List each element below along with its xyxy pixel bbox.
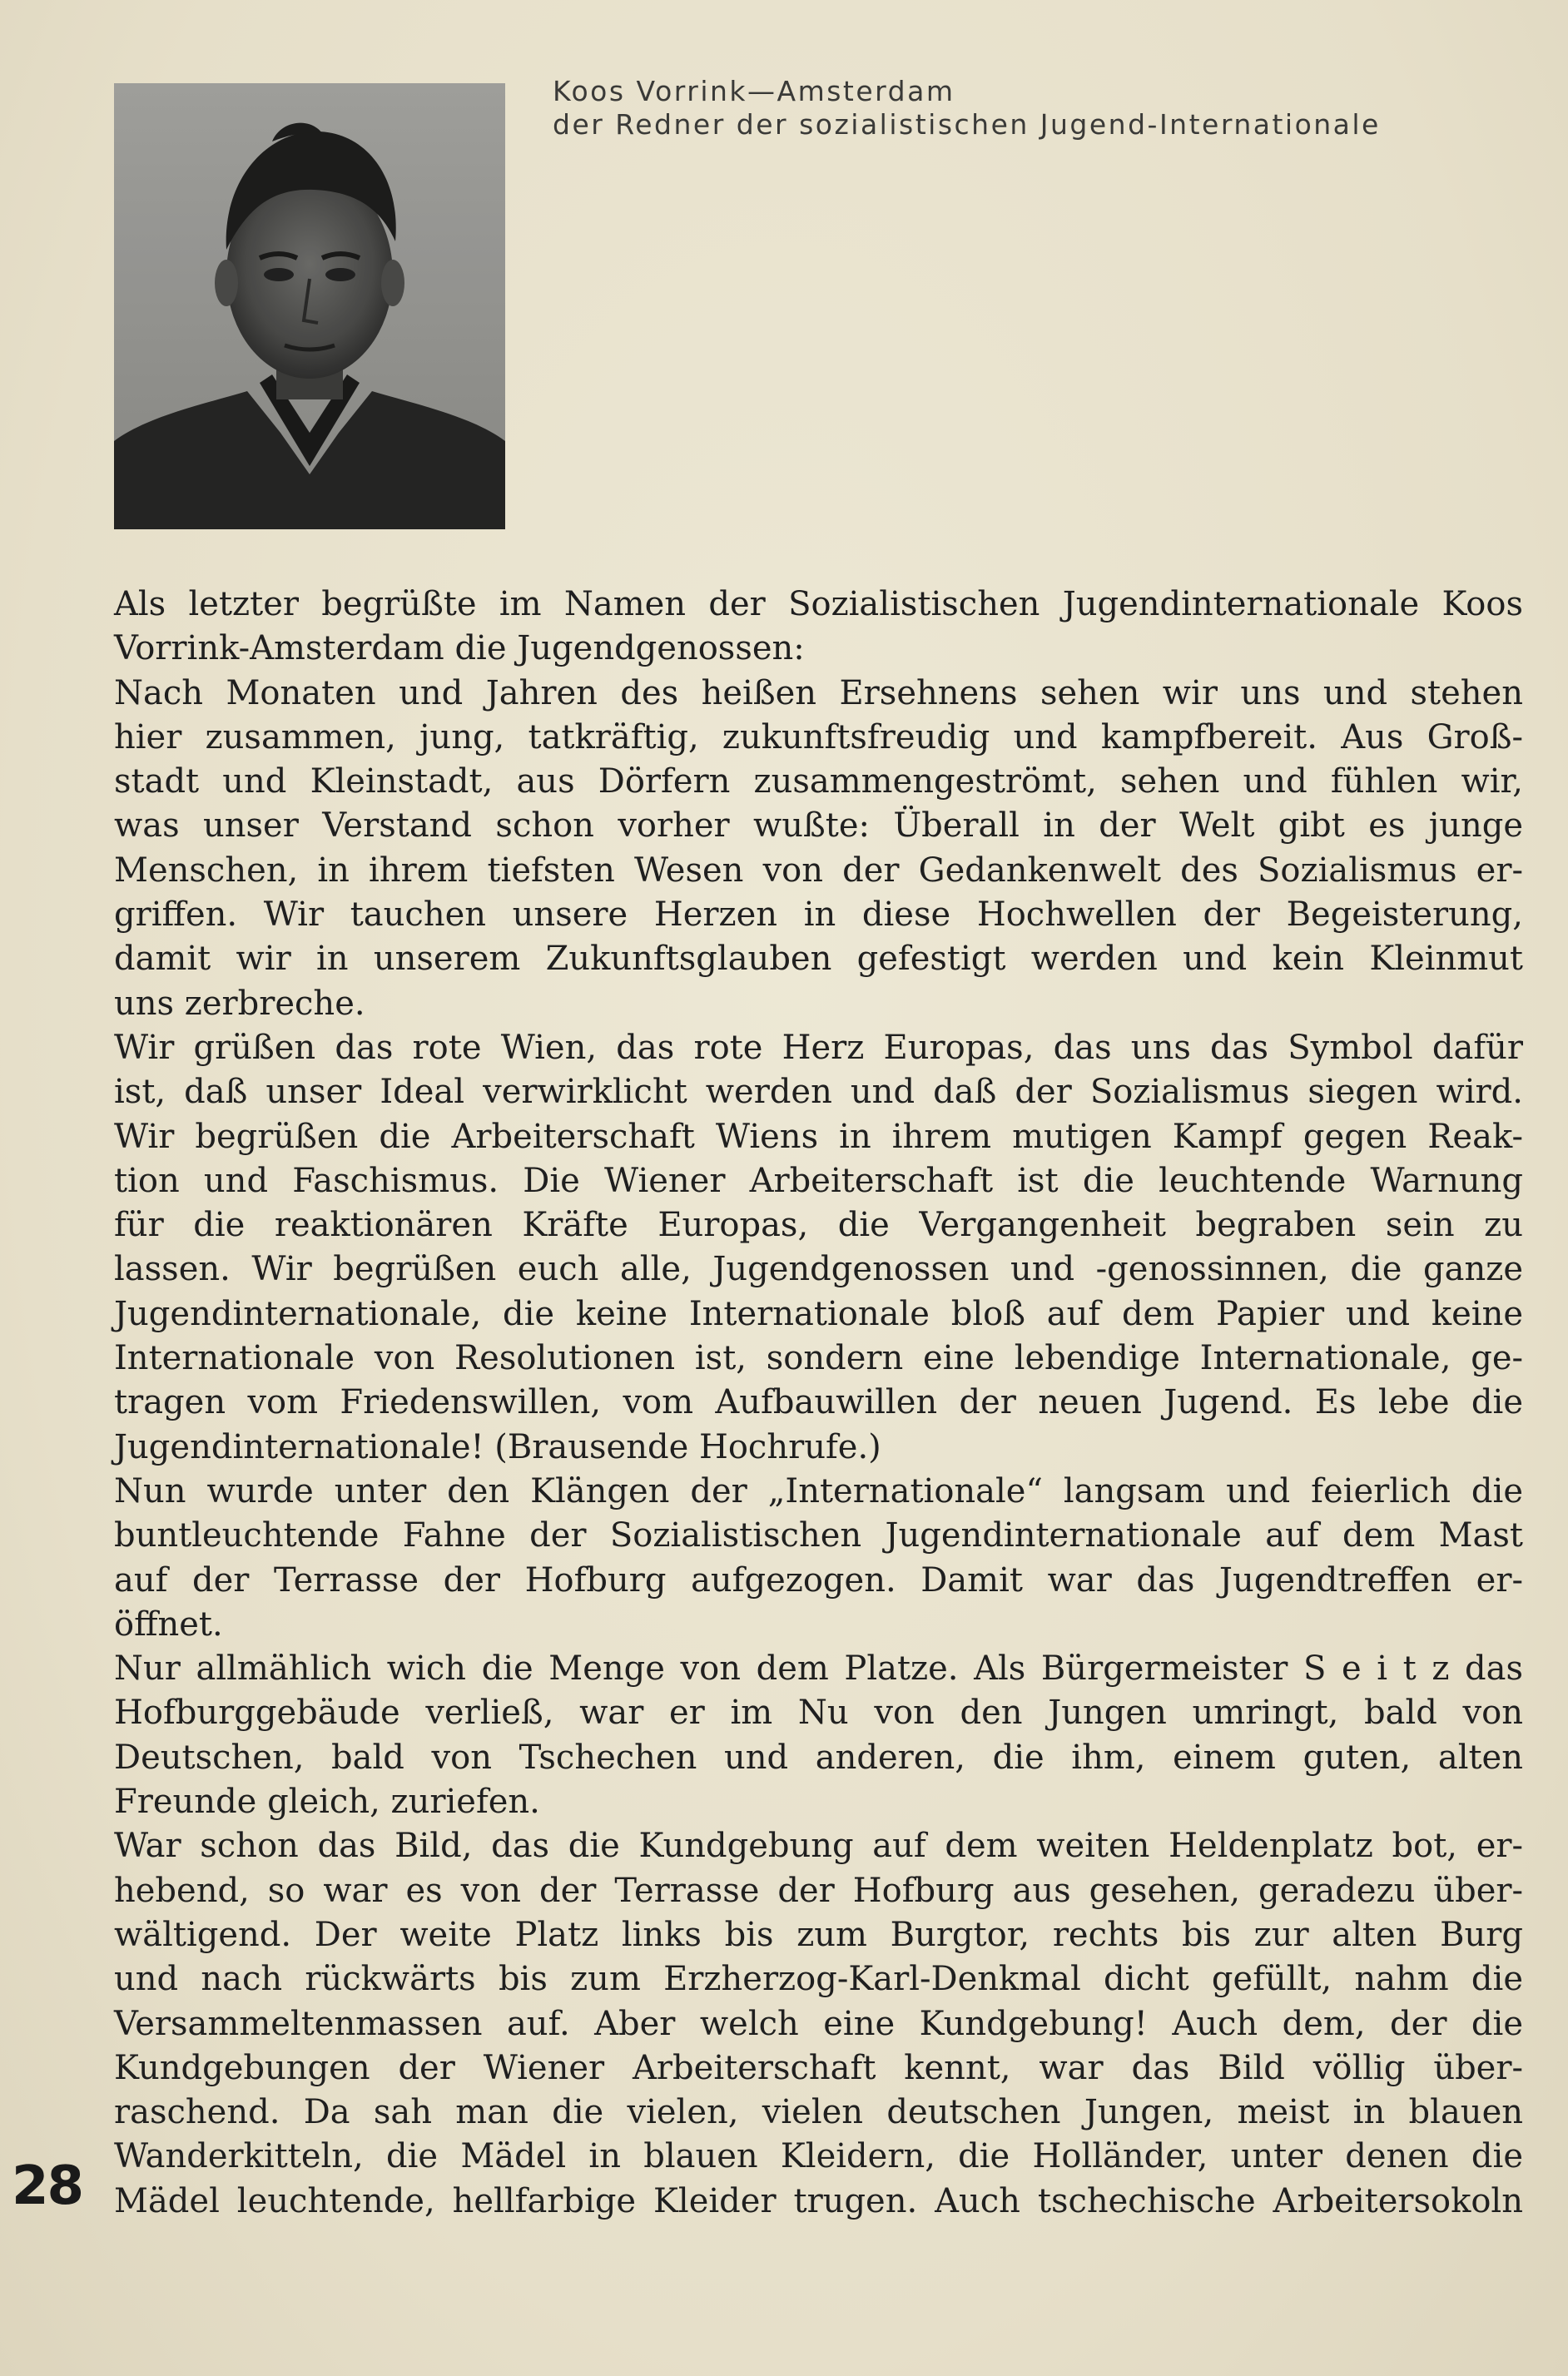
text-line: raschend. Da sah man die vielen, vielen deutschen Jungen, meist in blauen <box>114 2093 1523 2132</box>
text-line: Nun wurde unter den Klängen der „Internationale“ langsam und feierlich die <box>114 1471 1523 1510</box>
text-line: tragen vom Friedenswillen, vom Aufbauwillen der neuen Jugend. Es lebe die <box>114 1383 1523 1422</box>
text-line: buntleuchtende Fahne der Sozialistischen Jugendinternationale auf dem Mast <box>114 1516 1523 1555</box>
text-line: griffen. Wir tauchen unsere Herzen in diese Hochwellen der Begeisterung, <box>114 895 1523 935</box>
caption-line-name: Koos Vorrink—Amsterdam <box>553 75 955 107</box>
text-line: Wir begrüßen die Arbeiterschaft Wiens in ihrem mutigen Kampf gegen Reak- <box>114 1117 1523 1156</box>
text-line: stadt und Kleinstadt, aus Dörfern zusammengeströmt, sehen und fühlen wir, <box>114 762 1523 801</box>
text-line: uns zerbreche. <box>114 984 365 1023</box>
text-line: tion und Faschismus. Die Wiener Arbeiterschaft ist die leuchtende Warnung <box>114 1161 1523 1200</box>
text-line: War schon das Bild, das die Kundgebung auf dem weiten Heldenplatz bot, er- <box>114 1827 1523 1866</box>
text-line: Hofburggebäude verließ, war er im Nu von den Jungen umringt, bald von <box>114 1694 1523 1733</box>
text-line: Menschen, in ihrem tiefsten Wesen von der Gedankenwelt des Sozialismus er- <box>114 851 1523 890</box>
text-line: Versammeltenmassen auf. Aber welch eine Kundgebung! Auch dem, der die <box>114 2004 1523 2043</box>
text-line: lassen. Wir begrüßen euch alle, Jugendgenossen und -genossinnen, die ganze <box>114 1250 1523 1289</box>
text-line: und nach rückwärts bis zum Erzherzog-Karl-Denkmal dicht gefüllt, nahm die <box>114 1960 1523 1999</box>
page-number: 28 <box>12 2155 83 2217</box>
portrait-photo <box>114 83 505 529</box>
text-line: Als letzter begrüßte im Namen der Sozialistischen Jugendinternationale Koos <box>114 585 1523 623</box>
text-line: Jugendinternationale! (Brausende Hochrufe.) <box>114 1427 881 1466</box>
text-line: was unser Verstand schon vorher wußte: Überall in der Welt gibt es junge <box>114 806 1523 846</box>
caption-line-role: der Redner der sozialistischen Jugend-Internationale <box>553 108 1381 141</box>
text-line: Freunde gleich, zuriefen. <box>114 1783 540 1822</box>
text-line: Wanderkitteln, die Mädel in blauen Kleidern, die Holländer, unter denen die <box>114 2137 1523 2176</box>
text-line: für die reaktionären Kräfte Europas, die Vergangenheit begraben sein zu <box>114 1206 1523 1245</box>
text-line: Mädel leuchtende, hellfarbige Kleider trugen. Auch tschechische Arbeitersokoln <box>114 2181 1523 2220</box>
text-line: öffnet. <box>114 1605 223 1644</box>
text-line: auf der Terrasse der Hofburg aufgezogen. Damit war das Jugendtreffen er- <box>114 1560 1523 1600</box>
article-body <box>114 583 1523 2224</box>
text-line: Wir grüßen das rote Wien, das rote Herz Europas, das uns das Symbol dafür <box>114 1028 1523 1067</box>
text-line: Kundgebungen der Wiener Arbeiterschaft kennt, war das Bild völlig über- <box>114 2048 1523 2087</box>
text-line: hier zusammen, jung, tatkräftig, zukunftsfreudig und kampfbereit. Aus Groß- <box>114 717 1523 756</box>
text-line: Jugendinternationale, die keine Internationale bloß auf dem Papier und keine <box>114 1294 1523 1333</box>
text-line: Vorrink-Amsterdam die Jugendgenossen: <box>114 629 805 668</box>
photo-caption <box>553 75 1468 141</box>
text-line: hebend, so war es von der Terrasse der Hofburg aus gesehen, geradezu über- <box>114 1871 1523 1910</box>
text-line: wältigend. Der weite Platz links bis zum Burgtor, rechts bis zur alten Burg <box>114 1915 1523 1954</box>
text-line: damit wir in unserem Zukunftsglauben gefestigt werden und kein Kleinmut <box>114 940 1523 979</box>
text-line: ist, daß unser Ideal verwirklicht werden und daß der Sozialismus siegen wird. <box>114 1073 1523 1112</box>
text-line: Nur allmählich wich die Menge von dem Platze. Als Bürgermeister S e i t z das <box>114 1649 1523 1689</box>
text-line: Internationale von Resolutionen ist, sondern eine lebendige Internationale, ge- <box>114 1339 1523 1378</box>
text-line: Deutschen, bald von Tschechen und anderen, die ihm, einem guten, alten <box>114 1738 1523 1777</box>
portrait-icon <box>114 83 505 529</box>
text-line: Nach Monaten und Jahren des heißen Ersehnens sehen wir uns und stehen <box>114 673 1523 712</box>
